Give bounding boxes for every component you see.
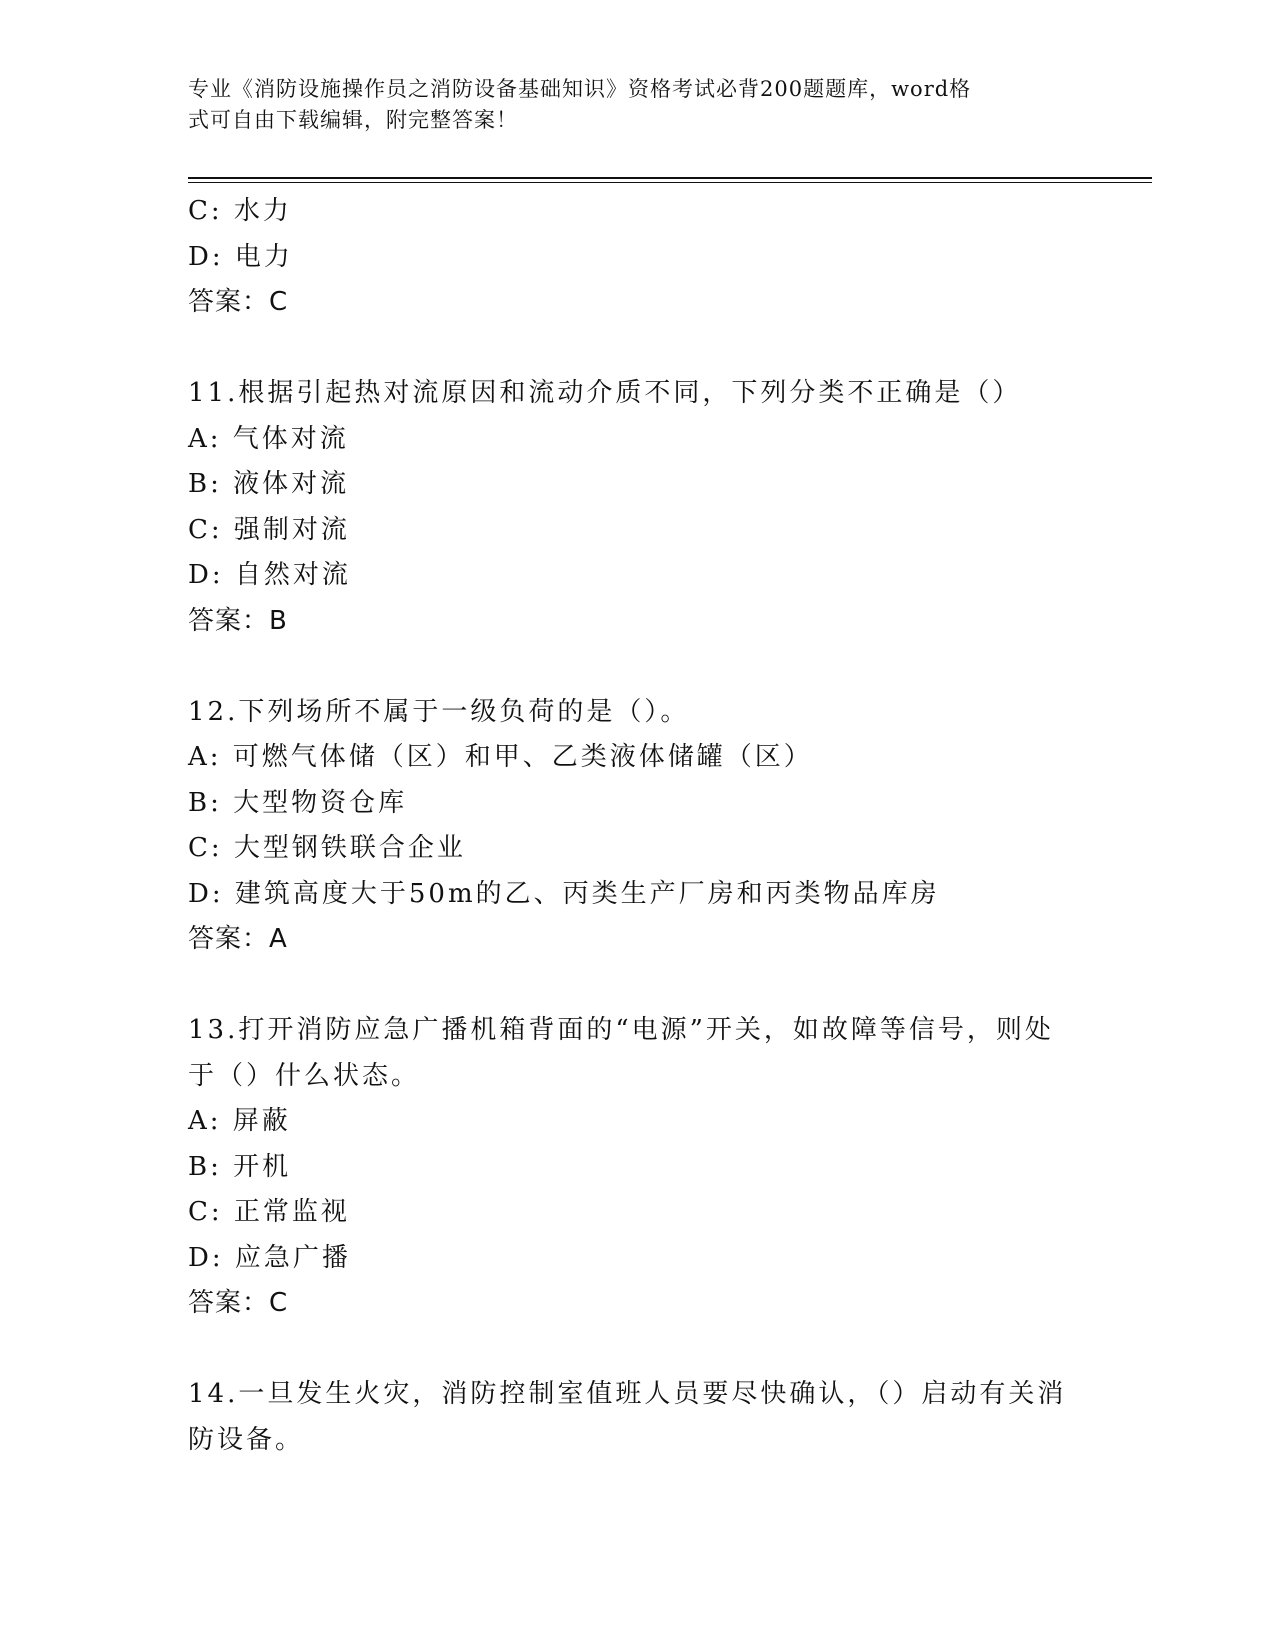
option-a: A: 可燃气体储（区）和甲、乙类液体储罐（区） xyxy=(188,742,813,772)
question-text: 12.下列场所不属于一级负荷的是（）。 xyxy=(188,696,690,727)
answer: 答案：C xyxy=(188,1288,289,1318)
question-14 xyxy=(188,1372,1088,1463)
header-title-line-1: 专业《消防设施操作员之消防设备基础知识》资格考试必背200题题库，word格 xyxy=(188,77,972,101)
question-11 xyxy=(188,371,1088,644)
answer: 答案：A xyxy=(188,924,288,954)
option-c: C: 强制对流 xyxy=(188,514,350,545)
header-divider-thick xyxy=(188,177,1152,179)
spacer xyxy=(188,326,1088,372)
question-text: 11.根据引起热对流原因和流动介质不同，下列分类不正确是（） xyxy=(188,378,1022,408)
question-10-continued xyxy=(188,189,1088,326)
option-b: B: 开机 xyxy=(188,1151,292,1182)
spacer xyxy=(188,963,1088,1009)
document-header xyxy=(188,74,1068,136)
option-b: B: 液体对流 xyxy=(188,469,350,499)
option-a: A: 气体对流 xyxy=(188,423,349,454)
header-divider-thin xyxy=(188,182,1152,183)
option-b: B: 大型物资仓库 xyxy=(188,787,408,818)
option-c: C: 正常监视 xyxy=(188,1197,350,1227)
option-a: A: 屏蔽 xyxy=(188,1106,291,1136)
option-d: D: 建筑高度大于50m的乙、丙类生产厂房和丙类物品库房 xyxy=(188,878,940,909)
option-d: D: 电力 xyxy=(188,241,293,272)
option-c: C: 大型钢铁联合企业 xyxy=(188,833,466,863)
option-c: C: 水力 xyxy=(188,196,292,226)
question-list xyxy=(188,189,1088,1463)
answer: 答案：C xyxy=(188,287,289,317)
spacer xyxy=(188,1327,1088,1373)
question-13 xyxy=(188,1008,1088,1327)
answer: 答案：B xyxy=(188,605,288,636)
question-text-line-1: 13.打开消防应急广播机箱背面的“电源”开关，如故障等信号，则处 xyxy=(188,1015,1054,1045)
spacer xyxy=(188,644,1088,690)
question-12 xyxy=(188,690,1088,963)
question-text-line-2: 于（）什么状态。 xyxy=(188,1060,421,1091)
question-text-line-2: 防设备。 xyxy=(188,1424,305,1455)
header-title-line-2: 式可自由下载编辑，附完整答案！ xyxy=(188,108,518,132)
option-d: D: 自然对流 xyxy=(188,560,351,590)
question-text-line-1: 14.一旦发生火灾，消防控制室值班人员要尽快确认，（）启动有关消 xyxy=(188,1379,1067,1409)
option-d: D: 应急广播 xyxy=(188,1242,351,1273)
